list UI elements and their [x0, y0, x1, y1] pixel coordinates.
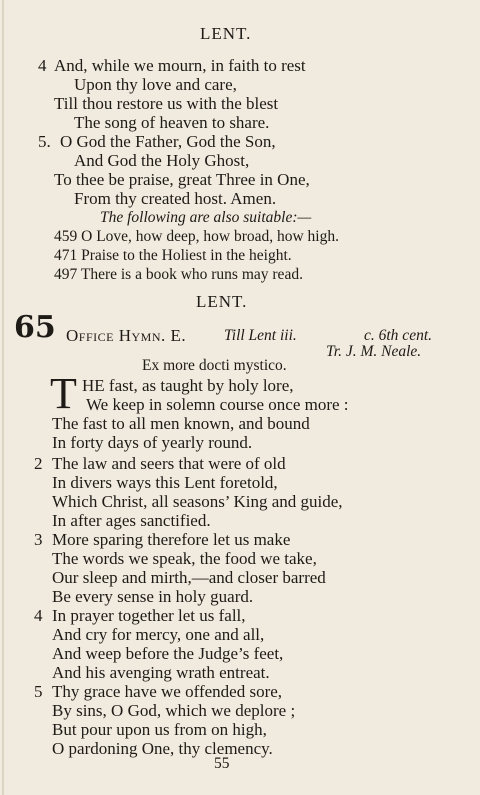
- verse-line: In after ages sanctified.: [52, 511, 211, 530]
- verse-line: By sins, O God, which we deplore ;: [52, 701, 296, 720]
- page-number: 55: [214, 755, 230, 772]
- section-header: LENT.: [196, 292, 248, 311]
- verse-line: And, while we mourn, in faith to rest: [54, 56, 306, 75]
- verse-line: The song of heaven to share.: [74, 113, 270, 132]
- hymn-occasion: Till Lent iii.: [224, 327, 297, 344]
- verse-line: More sparing therefore let us make: [52, 530, 291, 549]
- verse-number: 5: [34, 682, 43, 701]
- hymn-translator: Tr. J. M. Neale.: [326, 343, 422, 360]
- verse-line: And God the Holy Ghost,: [74, 151, 250, 170]
- also-suitable-heading: The following are also suitable:—: [100, 209, 312, 226]
- verse-line: Till thou restore us with the blest: [54, 94, 279, 113]
- verse-line: The law and seers that were of old: [52, 454, 286, 473]
- verse-line: HE fast, as taught by holy lore,: [82, 376, 294, 395]
- verse-line: The fast to all men known, and bound: [52, 414, 310, 433]
- running-header: LENT.: [200, 24, 252, 43]
- verse-number: 4: [34, 606, 43, 625]
- verse-line: To thee be praise, great Three in One,: [54, 170, 310, 189]
- verse-line: The words we speak, the food we take,: [52, 549, 317, 568]
- verse-number: 5.: [38, 132, 51, 151]
- verse-line: Which Christ, all seasons’ King and guide,: [52, 492, 343, 511]
- verse-line: Be every sense in holy guard.: [52, 587, 254, 606]
- verse-line: O pardoning One, thy clemency.: [52, 739, 273, 758]
- verse-line: From thy created host. Amen.: [74, 189, 277, 208]
- hymn-date: c. 6th cent.: [364, 327, 433, 344]
- verse-line: But pour upon us from on high,: [52, 720, 267, 739]
- verse-number: 2: [34, 454, 43, 473]
- latin-incipit: Ex more docti mystico.: [142, 357, 287, 374]
- verse-line: And cry for mercy, one and all,: [52, 625, 265, 644]
- hymn-number: 65: [14, 310, 56, 345]
- verse-line: Upon thy love and care,: [74, 75, 237, 94]
- verse-line: And weep before the Judge’s feet,: [52, 644, 284, 663]
- verse-line: In prayer together let us fall,: [52, 606, 246, 625]
- verse-number: 3: [34, 530, 43, 549]
- verse-line: In divers ways this Lent foretold,: [52, 473, 278, 492]
- verse-line: In forty days of yearly round.: [52, 433, 253, 452]
- verse-line: O God the Father, God the Son,: [60, 132, 276, 151]
- verse-line: And his avenging wrath entreat.: [52, 663, 270, 682]
- verse-line: Our sleep and mirth,—and closer barred: [52, 568, 326, 587]
- verse-number: 4: [38, 56, 47, 75]
- suitable-item: 471 Praise to the Holiest in the height.: [54, 247, 292, 264]
- page-edge: [2, 0, 4, 795]
- verse-line: We keep in solemn course once more :: [86, 395, 349, 414]
- hymn-title: Office Hymn. E.: [66, 326, 187, 345]
- drop-cap: T: [50, 369, 77, 418]
- suitable-item: 459 O Love, how deep, how broad, how high.: [54, 228, 339, 245]
- verse-line: Thy grace have we offended sore,: [52, 682, 283, 701]
- suitable-item: 497 There is a book who runs may read.: [54, 266, 303, 283]
